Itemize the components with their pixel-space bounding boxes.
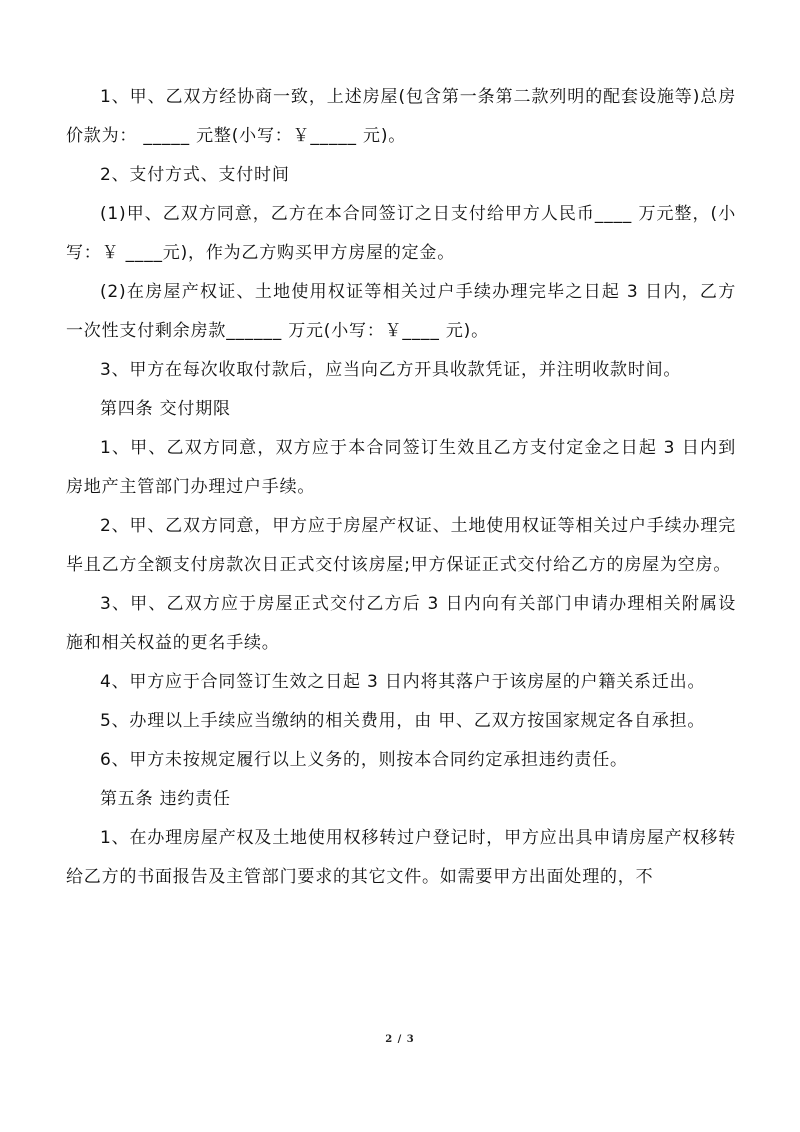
paragraph-payment-method-heading: 2、支付方式、支付时间 [100, 165, 290, 185]
paragraph-fees: 5、办理以上手续应当缴纳的相关费用，由 甲、乙双方按国家规定各自承担。 [100, 711, 706, 731]
document-body [66, 78, 736, 897]
page-number: 2 / 3 [385, 1034, 415, 1045]
paragraph-liability: 1、在办理房屋产权及土地使用权移转过户登记时，甲方应出具申请房屋产权移转给乙方的书面报告及主管部门要求的其它文件。如需要甲方出面处理的，不 [66, 828, 736, 887]
paragraph-remaining-payment: (2)在房屋产权证、土地使用权证等相关过户手续办理完毕之日起 3 日内，乙方一次性支付剩余房款______ 万元(小写：￥____ 元)。 [66, 282, 736, 341]
paragraph-transfer-procedure: 1、甲、乙双方同意，双方应于本合同签订生效且乙方支付定金之日起 3 日内到房地产主管部门办理过户手续。 [66, 438, 736, 497]
article-five-heading: 第五条 违约责任 [100, 789, 231, 809]
paragraph-receipt: 3、甲方在每次收取付款后，应当向乙方开具收款凭证，并注明收款时间。 [100, 360, 682, 380]
paragraph-rename-procedure: 3、甲、乙双方应于房屋正式交付乙方后 3 日内向有关部门申请办理相关附属设施和相关权益的更名手续。 [66, 594, 736, 653]
paragraph-total-price: 1、甲、乙双方经协商一致，上述房屋(包含第一条第二款列明的配套设施等)总房价款为： _____ 元整(小写：￥_____ 元)。 [66, 87, 736, 146]
article-four-heading: 第四条 交付期限 [100, 399, 231, 419]
paragraph-deposit: (1)甲、乙双方同意，乙方在本合同签订之日支付给甲方人民币____ 万元整，(小写：￥ ____元)，作为乙方购买甲方房屋的定金。 [66, 204, 736, 263]
paragraph-obligation-breach: 6、甲方未按规定履行以上义务的，则按本合同约定承担违约责任。 [100, 750, 628, 770]
paragraph-delivery: 2、甲、乙双方同意，甲方应于房屋产权证、土地使用权证等相关过户手续办理完毕且乙方全额支付房款次日正式交付该房屋;甲方保证正式交付给乙方的房屋为空房。 [66, 516, 736, 575]
paragraph-household-registration: 4、甲方应于合同签订生效之日起 3 日内将其落户于该房屋的户籍关系迁出。 [100, 672, 706, 692]
